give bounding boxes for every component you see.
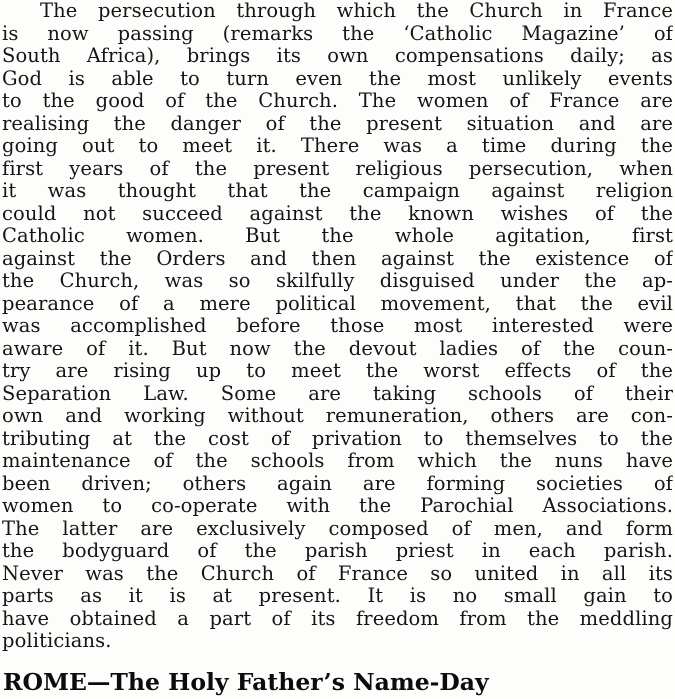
- article-line: Separation Law. Some are taking schools of their: [2, 382, 673, 405]
- article-line: God is able to turn even the most unlikely events: [2, 67, 673, 90]
- article-line: women to co-operate with the Parochial Associations.: [2, 495, 673, 517]
- article-line: try are rising up to meet the worst effects of the: [2, 360, 673, 382]
- article-line: own and working without remuneration, others are con-: [2, 405, 673, 427]
- article-line: is now passing (remarks the ‘Catholic Magazine’ of: [2, 22, 673, 45]
- article-line: could not succeed against the known wishes of the: [2, 202, 673, 225]
- article-line: aware of it. But now the devout ladies of the coun-: [2, 337, 673, 360]
- article-line: politicians.: [2, 630, 112, 652]
- article-body: [2, 0, 673, 653]
- article-line: against the Orders and then against the existence of: [2, 247, 673, 270]
- article-line: realising the danger of the present situation and are: [2, 112, 673, 135]
- article-line: been driven; others again are forming societies of: [2, 472, 673, 495]
- article-line: The latter are exclusively composed of men, and form: [2, 517, 673, 540]
- article-line: to the good of the Church. The women of France are: [2, 90, 673, 112]
- article-line: going out to meet it. There was a time during the: [2, 135, 673, 157]
- article-line: maintenance of the schools from which the nuns have: [2, 450, 673, 472]
- article-line: have obtained a part of its freedom from the meddling: [2, 607, 673, 630]
- article-line: pearance of a mere political movement, that the evil: [2, 292, 673, 315]
- article-line: The persecution through which the Church in France: [40, 0, 673, 22]
- article-line: South Africa), brings its own compensations daily; as: [2, 45, 673, 67]
- article-line: parts as it is at present. It is no small gain to: [2, 585, 673, 607]
- article-line: Catholic women. But the whole agitation, first: [2, 225, 673, 247]
- article-line: Never was the Church of France so united in all its: [2, 562, 673, 585]
- article-line: tributing at the cost of privation to themselves to the: [2, 427, 673, 450]
- article-line: the Church, was so skilfully disguised under the ap-: [2, 270, 673, 292]
- section-heading: ROME—The Holy Father’s Name-Day: [3, 668, 489, 696]
- article-line: first years of the present religious persecution, when: [2, 157, 673, 180]
- article-line: was accomplished before those most interested were: [2, 315, 673, 337]
- article-line: it was thought that the campaign against religion: [2, 180, 673, 202]
- article-line: the bodyguard of the parish priest in each parish.: [2, 540, 673, 562]
